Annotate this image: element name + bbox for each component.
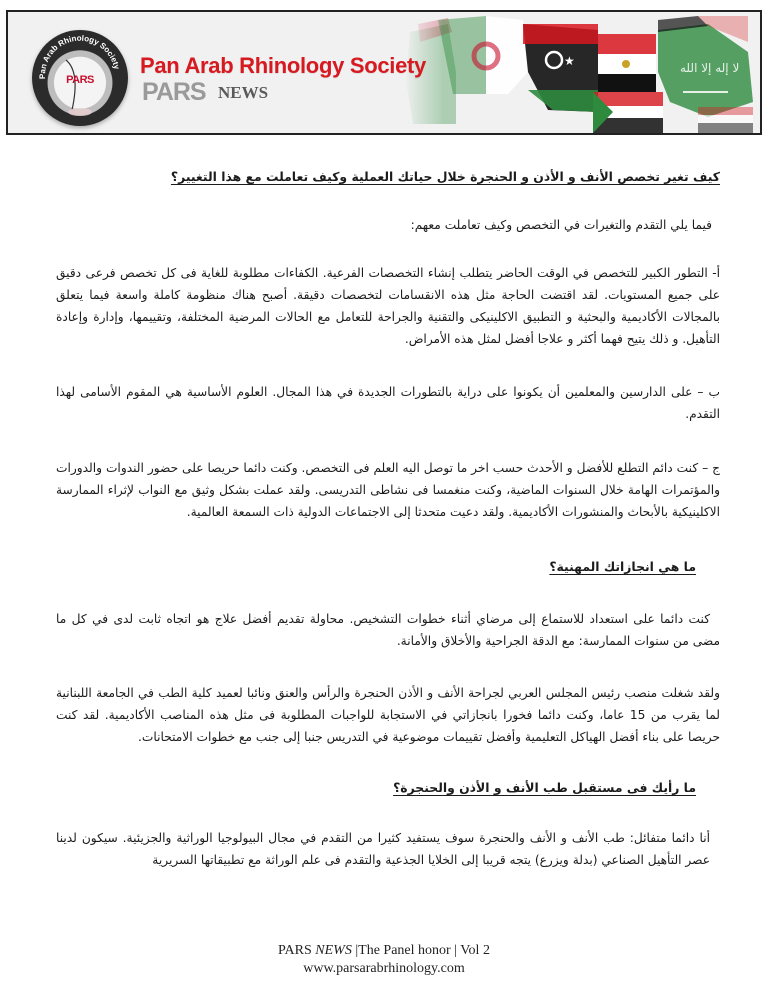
future-block bbox=[56, 827, 720, 871]
footer-volume: Vol 2 bbox=[460, 943, 490, 958]
society-title: Pan Arab Rhinology Society bbox=[140, 53, 426, 78]
point-a-block bbox=[56, 262, 720, 350]
achievements-paragraph-1: كنت دائما على استعداد للاستماع إلى مرضاي أثناء خطوات التشخيص. محاولة تقديم أفضل علاج هو اتجاه ثابت لدى في كل ما مضى من سنوات الممارسة: مع الدقة الجراحية والأخلاق والأمانة. bbox=[56, 612, 720, 648]
footer-news: NEWS bbox=[315, 943, 352, 958]
footer-pars: PARS bbox=[278, 943, 312, 958]
news-wordmark: NEWS bbox=[218, 83, 269, 102]
egypt-flag-shape bbox=[598, 34, 656, 54]
point-c-block bbox=[56, 457, 720, 523]
pars-wordmark: PARS bbox=[142, 78, 206, 106]
svg-text:Pan Arab Rhinology Society: Pan Arab Rhinology Society bbox=[37, 33, 122, 80]
future-paragraph: أنا دائما متفائل: طب الأنف و الأنف والحنجرة سوف يستفيد كثيرا من التقدم في مجال البيولوجيا الوراثية والجزيئية. سيكون لدينا عصر التأهيل الصناعي (بدلة ويزرع) يتجه قريبا إلى الخلايا الجذعية والتقدم فى علم الوراثة مع تطبيقاتها السريرية bbox=[56, 831, 710, 867]
question-3-text: ما رأيك فى مستقبل طب الأنف و الأذن والحنجرة؟ bbox=[393, 780, 696, 795]
footer-section: The Panel honor bbox=[358, 943, 451, 958]
header-banner bbox=[6, 10, 762, 135]
question-1-heading bbox=[56, 166, 720, 188]
question-2-text: ما هي انجازاتك المهنية؟ bbox=[549, 559, 696, 574]
logo-center-text: PARS bbox=[66, 74, 94, 86]
footer-website-link[interactable]: www.parsarabrhinology.com bbox=[303, 961, 465, 976]
point-a-paragraph: أ- التطور الكبير للتخصص في الوقت الحاضر يتطلب إنشاء التخصصات الفرعية. الكفاءات مطلوبة للغاية فى كل تخصص فرعى دقيق على جميع المستويات. لقد اقتضت الحاجة مثل هذه الانقسامات لتخصصات دقيقة. أصبح هناك منظومة كاملة واسعة فيما يتعلق بالمجالات الأكاديمية والبحثية و التطبيق الاكلينيكى والتقنية والجراحة للتعامل مع الحالات المرضية المختلفة، وتقييمها، وإدارة وإعادة التأهيل. و ذلك يتيح فهما أكثر و علاجا أفضل لمثل هذه الأمراض. bbox=[56, 266, 720, 346]
footer-separator-2: | bbox=[454, 943, 457, 958]
question-2-heading bbox=[56, 556, 720, 578]
svg-text:★: ★ bbox=[564, 54, 575, 68]
footer-line-1 bbox=[0, 942, 768, 959]
achievements-block-2 bbox=[56, 682, 720, 748]
achievements-paragraph-2: ولقد شغلت منصب رئيس المجلس العربي لجراحة الأنف و الأذن الحنجرة والرأس والعنق ونائبا لعميد كلية الطب في الجامعة اللبنانية لما يقرب من 15 عاما، وكنت دائما فخورا بانجازاتي في الاستجابة للواجبات المطلوبة فى مثل هذه المناصب الأكاديمية. لقد كنت حريصا على بناء أفضل الهياكل التعليمية وأفضل تقييمات موضوعية في التدريس جنبا إلى جنب مع خطوات الامتحانات. bbox=[56, 686, 720, 744]
intro-paragraph-block bbox=[56, 214, 720, 236]
pars-logo bbox=[32, 30, 128, 126]
point-c-paragraph: ج – كنت دائم التطلع للأفضل و الأحدث حسب اخر ما توصل اليه العلم فى التخصص. وكنت دائما حريصا على حضور الندوات والدورات والمؤتمرات الهامة خلال السنوات الماضية، وكنت منغمسا فى نشاطى التدريسى. ولقد عملت بشكل وثيق مع النواب لإثراء الممارسة الاكلينيكية بالأبحاث والمنشورات الأكاديمية. ولقد دعيت متحدثا إلى الاجتماعات الدولية ذات السمعة العالمية. bbox=[56, 461, 720, 519]
question-3-heading bbox=[56, 777, 720, 799]
svg-text:ﻻ إله إلا الله: ﻻ إله إلا الله bbox=[680, 61, 740, 75]
question-1-text: كيف تغير تخصص الأنف و الأذن و الحنجرة خلال حياتك العملية وكيف تعاملت مع هذا التغيير؟ bbox=[170, 169, 720, 184]
point-b-paragraph: ب – على الدارسين والمعلمين أن يكونوا على دراية بالتطورات الجديدة في هذا المجال. العلوم الأساسية هي المقوم الأسامى لهذا التقدم. bbox=[56, 385, 720, 421]
point-b-block bbox=[56, 381, 720, 425]
footer-line-2 bbox=[0, 960, 768, 977]
footer-separator-1: | bbox=[355, 943, 359, 958]
achievements-block-1 bbox=[56, 608, 720, 652]
intro-paragraph: فيما يلي التقدم والتغيرات في التخصص وكيف تعاملت معهم: bbox=[410, 218, 712, 232]
